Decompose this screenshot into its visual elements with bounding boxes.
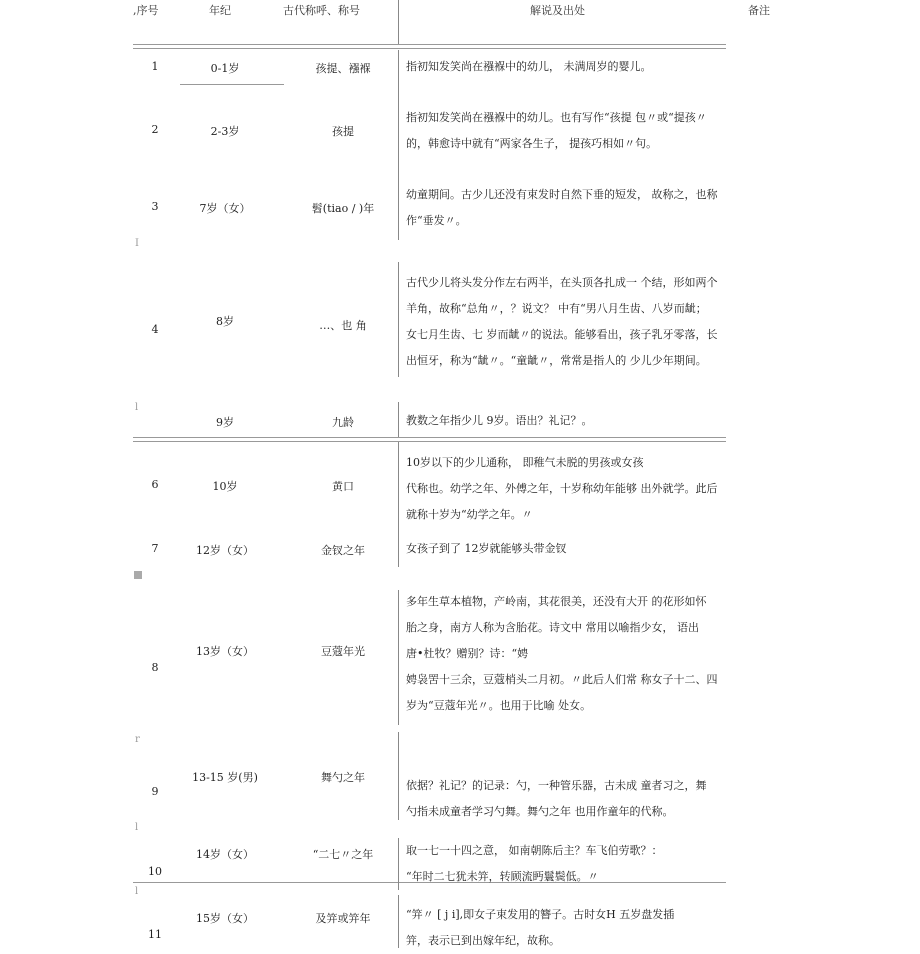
row-age: 0-1岁	[210, 62, 240, 75]
row-description	[406, 270, 728, 374]
margin-mark: l	[135, 822, 139, 833]
row-age: 12岁（女）	[196, 544, 254, 557]
row-number: 3	[151, 200, 159, 213]
desc-line: “年时二七犹未笄，转顾流眄鬟鬓低。〃	[406, 870, 599, 883]
header-age: 年纪	[209, 4, 231, 17]
header-desc: 解说及出处	[530, 4, 585, 17]
desc-line: 古代少儿将头发分作左右两半，在头顶各扎成一 个结，形如两个	[406, 276, 718, 289]
desc-line: 依据？礼记？的记录：勺，一种管乐器，古未成 童者习之，舞	[406, 779, 707, 792]
row-number: 9	[151, 785, 159, 798]
desc-line: 幼童期间。古少儿还没有束发时自然下垂的短发， 故称之，也称	[406, 188, 718, 201]
row-number: 4	[151, 323, 159, 336]
row-description	[406, 182, 728, 234]
row-age: 15岁（女）	[196, 912, 254, 925]
row-description	[406, 54, 728, 80]
row-description	[406, 838, 728, 890]
row-description	[406, 450, 728, 528]
row-title: 髫(tiao / )年	[311, 202, 375, 215]
margin-mark: l	[135, 402, 139, 413]
row-title: 及笄或笄年	[315, 912, 371, 925]
desc-line: 作“垂发〃。	[406, 214, 467, 227]
row-title: 孩提	[332, 125, 354, 138]
desc-line: 取一七一十四之意， 如南朝陈后主？车飞伯劳歌？：	[406, 844, 663, 857]
row-age: 14岁（女）	[196, 848, 254, 861]
desc-line: 笄，表示已到出嫁年纪，故称。	[406, 934, 560, 947]
row-title: 舞勺之年	[321, 771, 365, 784]
desc-line: 羊角，故称“总角〃，？说文？ 中有“男八月生齿、八岁而龇；	[406, 302, 707, 315]
desc-line: 胎之身，南方人称为含胎花。诗文中 常用以喻指少女， 语出	[406, 621, 699, 634]
row-number: 11	[148, 928, 162, 941]
header-name: 古代称呼、称号	[283, 4, 360, 17]
header-divider	[133, 44, 726, 49]
row-age: 9岁	[216, 416, 234, 429]
row-description	[406, 902, 728, 954]
desc-line: 就称十岁为“幼学之年。〃	[406, 508, 533, 521]
desc-line: 勺指未成童者学习勺舞。舞勺之年 也用作童年的代称。	[406, 805, 674, 818]
row-number: 2	[151, 123, 159, 136]
row-title: 黄口	[332, 480, 354, 493]
column-rule	[398, 590, 399, 725]
margin-square	[134, 571, 142, 579]
margin-mark: r	[135, 734, 140, 745]
desc-line: 代称也。幼学之年、外傅之年，十岁称幼年能够 出外就学。此后	[406, 482, 718, 495]
row-number: 10	[148, 865, 162, 878]
row-title: 九龄	[332, 416, 354, 429]
margin-mark: l	[135, 886, 139, 897]
section-divider	[133, 437, 726, 442]
row-number: 8	[151, 661, 159, 674]
column-rule	[398, 0, 399, 44]
desc-line: 指初知发笑尚在襁褓中的幼儿。也有写作“孩提 包〃或“提孩〃	[406, 111, 707, 124]
row-title: “二七〃之年	[312, 848, 374, 861]
row-age: 2-3岁	[210, 125, 240, 138]
desc-line: 指初知发笑尚在襁褓中的幼儿， 未满周岁的婴儿。	[406, 60, 652, 73]
row-number: 1	[151, 60, 159, 73]
row-description	[406, 408, 728, 434]
desc-line: 女七月生齿、七 岁而龇〃的说法。能够看出，孩子乳牙零落，长	[406, 328, 718, 341]
row-number: 6	[151, 478, 159, 491]
desc-line: 10岁以下的少儿通称， 即稚气未脱的男孩或女孩	[406, 456, 644, 469]
desc-line: “笄〃 [ j i],即女子束发用的簪子。古时女H 五岁盘发插	[406, 908, 675, 921]
row-age: 13-15 岁(男)	[192, 771, 258, 784]
row-underline	[180, 84, 284, 85]
desc-line: 女孩子到了 12岁就能够头带金钗	[406, 542, 567, 555]
row-title: 金钗之年	[321, 544, 365, 557]
row-description	[406, 105, 728, 157]
column-rule	[398, 895, 399, 948]
row-age: 8岁	[216, 315, 234, 328]
column-rule	[398, 50, 399, 240]
column-rule	[398, 262, 399, 377]
desc-line: 教数之年指少儿 9岁。语出？礼记？。	[406, 414, 593, 427]
desc-line: 娉袅罟十三余，豆蔻梢头二月初。〃此后人们常 称女子十二、四	[406, 673, 718, 686]
row-age: 13岁（女）	[196, 645, 254, 658]
row-age: 10岁	[212, 480, 238, 493]
row-description	[406, 536, 728, 562]
margin-mark: I	[135, 238, 139, 249]
desc-line: 的，韩愈诗中就有“两家各生子， 提孩巧相如〃句。	[406, 137, 658, 150]
header-note: 备注	[748, 4, 770, 17]
row-title: 孩提、襁褓	[315, 62, 371, 75]
row-number: 7	[151, 542, 159, 555]
row-title: 豆蔻年光	[321, 645, 365, 658]
row-age: 7岁（女）	[199, 202, 251, 215]
desc-line: 多年生草本植物，产岭南，其花很美，还没有大开 的花形如怀	[406, 595, 707, 608]
desc-line: 唐•杜牧？赠别？诗：“娉	[406, 647, 529, 660]
row-description	[406, 773, 728, 825]
row-title: …、也 角	[319, 319, 367, 332]
desc-line: 岁为“豆蔻年光〃。也用于比喻 处女。	[406, 699, 592, 712]
column-rule	[398, 732, 399, 820]
column-rule	[398, 838, 399, 890]
header-seq: ,序号	[133, 4, 159, 17]
column-rule	[398, 442, 399, 567]
column-rule	[398, 402, 399, 437]
desc-line: 出恒牙，称为“龇〃。“童龇〃，常常是指人的 少儿少年期间。	[406, 354, 707, 367]
row-description	[406, 589, 728, 719]
